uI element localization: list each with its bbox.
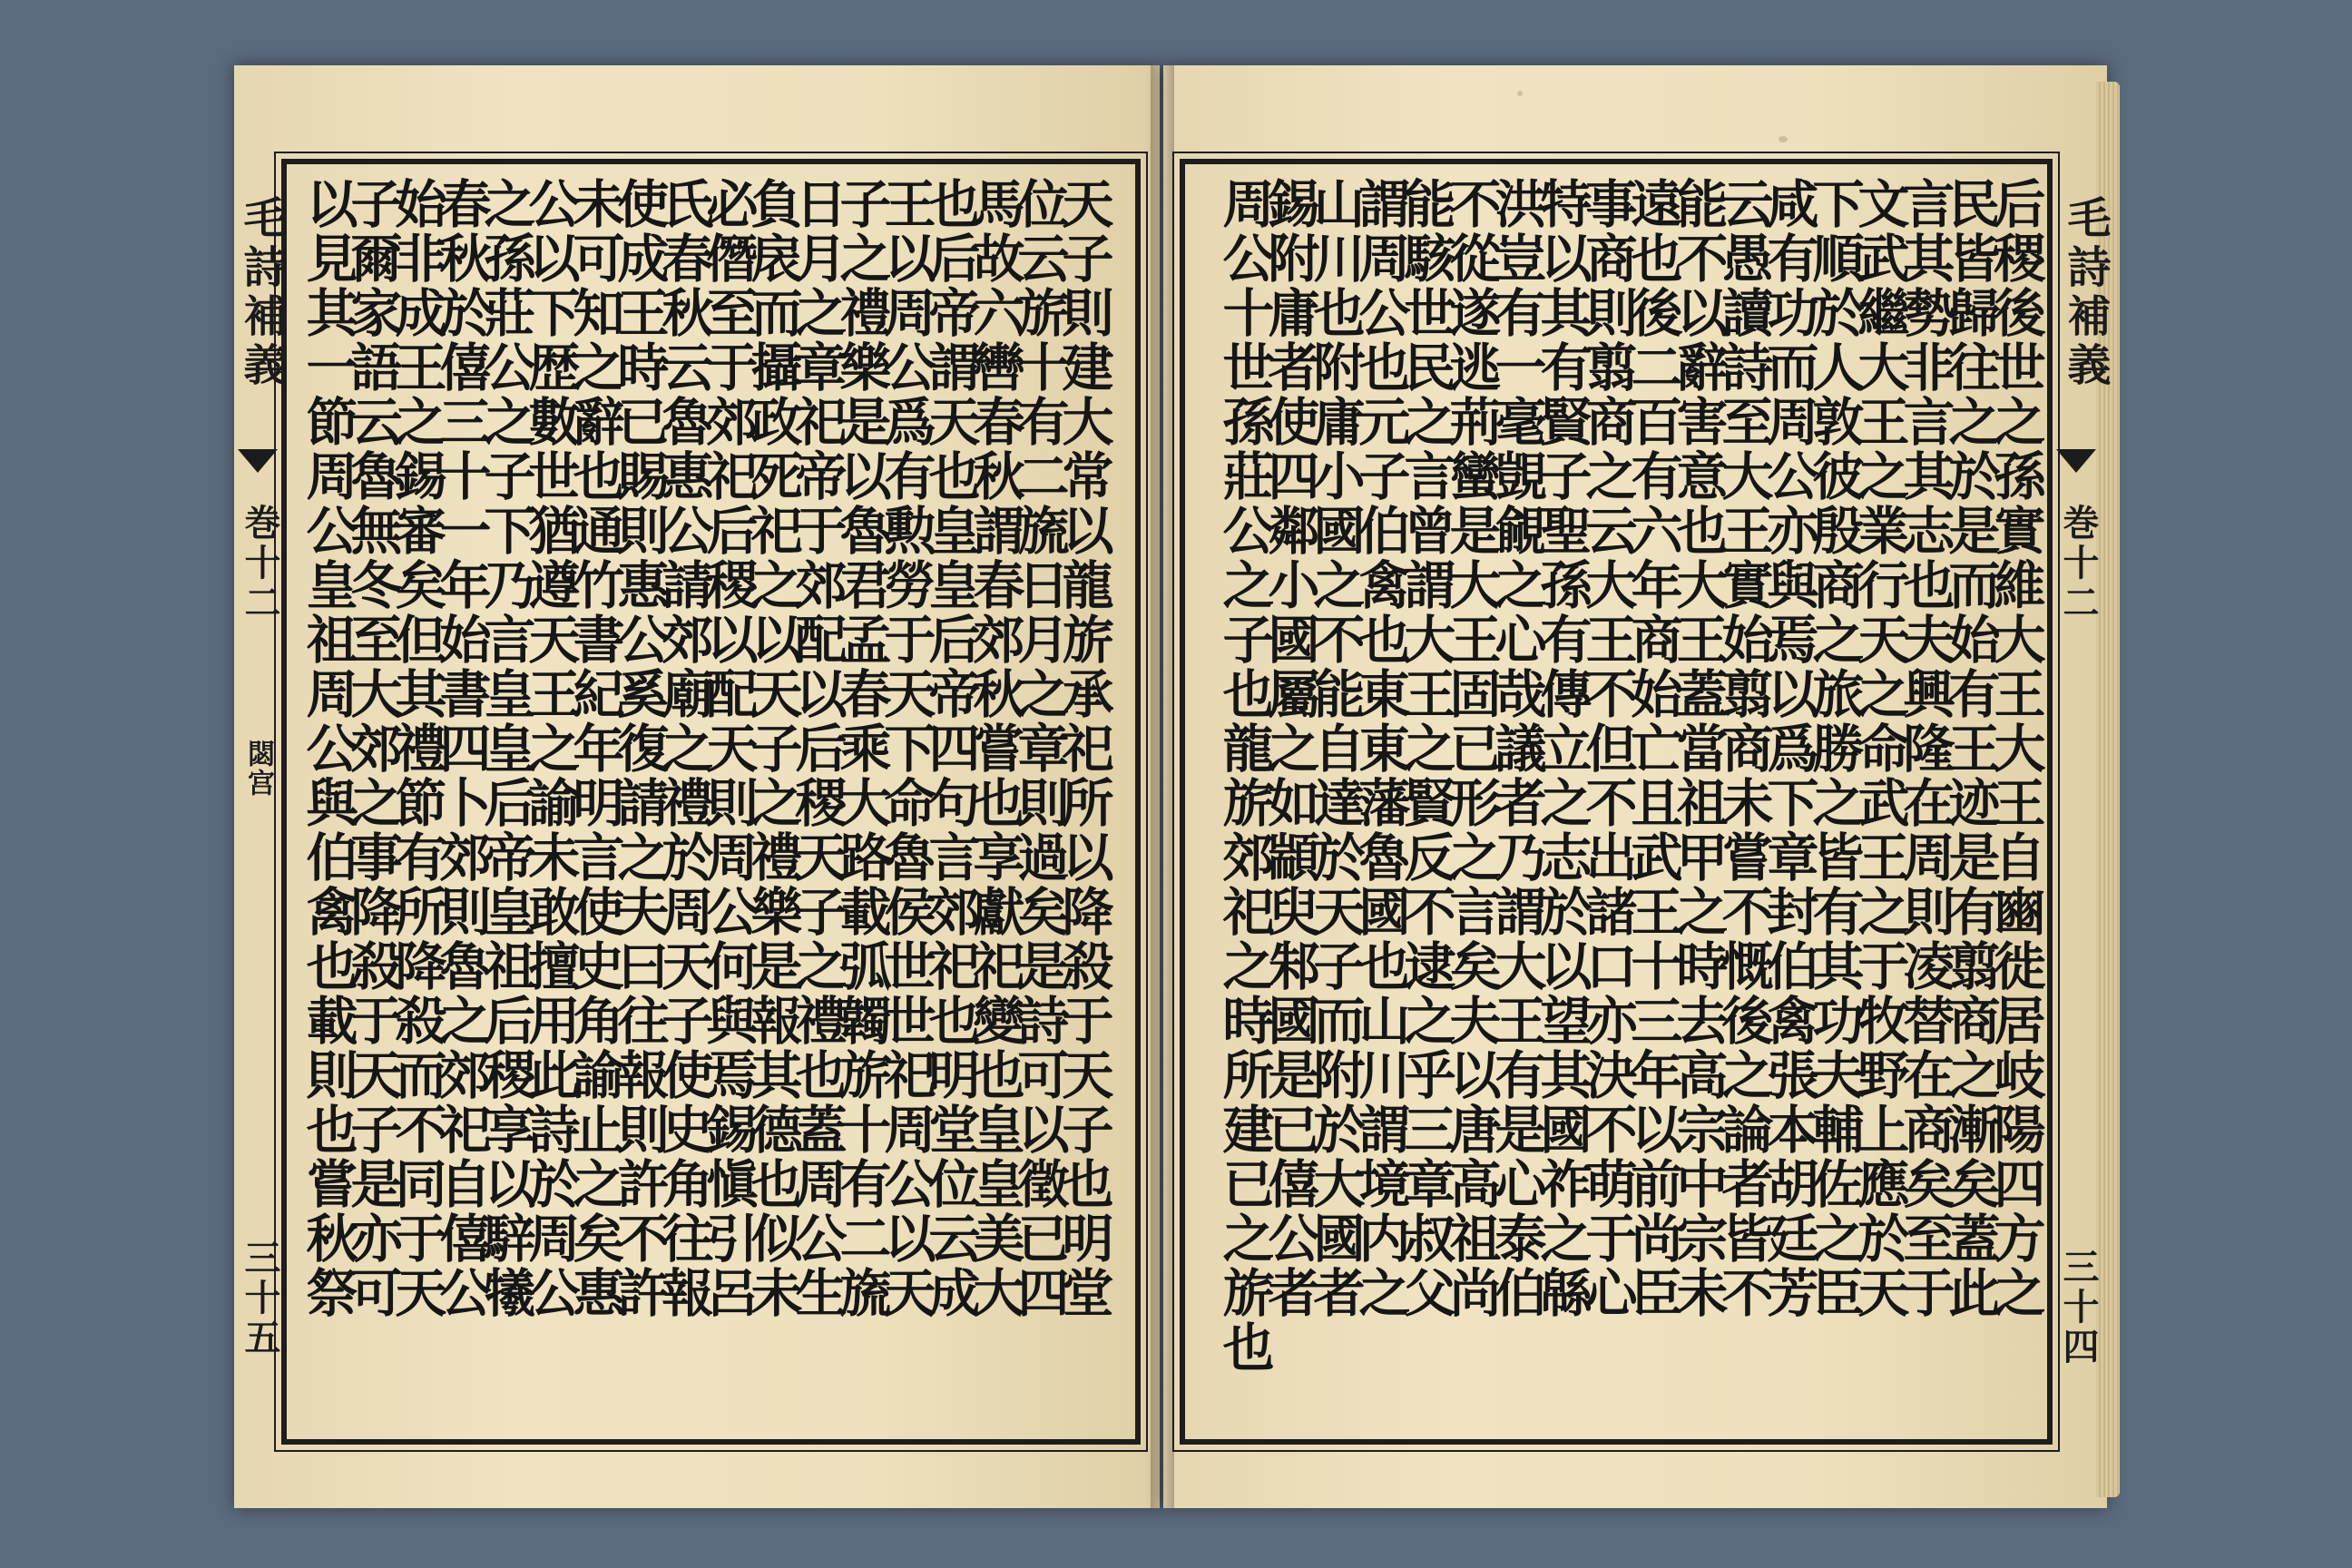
paper-spot (1779, 136, 1788, 142)
right-text-column: 民皆歸往之於是而始有王迹是有翦商之漸矣蓋此 (1940, 177, 2001, 1320)
fish-tail-mark (2056, 449, 2096, 473)
left-text-column: 馬故六轡春秋謂春郊秋嘗也享獻祀變也皇皇美大 (965, 177, 1025, 1320)
right-center-strip (2053, 177, 2111, 1425)
left-text-column: 始非成王之錫審矣但其禮節有所降殺而不同于天 (387, 177, 447, 1320)
fish-tail-mark (238, 449, 278, 473)
left-text-column: 公以下歴數世猶遵天王之諭未敢擅用此詩於周公 (520, 177, 581, 1320)
left-text-column: 使成王時已賜則惠公奚復請之夫曰往報則許不許 (609, 177, 670, 1320)
right-text-column: 洪豈有一毫覬覦之心哉議者乃謂大王有是心泰伯 (1486, 177, 1547, 1320)
left-text-column: 負扆而攝政死祀之以天子之禮樂是報其德也似未 (742, 177, 803, 1320)
right-text-column: 不從遂逃荊蠻是大王固已形之言矣夫以唐高祖尚 (1441, 177, 1502, 1320)
right-text-column: 能不以辭害意也大王蓋當祖甲之時去高宗中宗未 (1668, 177, 1729, 1320)
right-folio-number: 三十四 (2057, 1248, 2100, 1367)
left-text-column: 氏春秋云魯惠公請郊廟之禮於周天子使史角往報 (653, 177, 714, 1320)
right-text-column: 事商則翦商之云大王不但不出諸口亦決不萌于心 (1577, 177, 1638, 1320)
left-text-column: 子之禮樂是以魯君孟春乘大路載弧韣旂十有二旒 (831, 177, 892, 1320)
right-text-column: 咸有功而周公亦與焉以爲下章封伯禽張本胡廷芳 (1759, 177, 1819, 1320)
left-text-column: 也后帝謂天也皇皇后帝四句言郊祀也明堂位云成 (920, 177, 981, 1320)
left-text-column: 王以周公爲有勲勞于天下命魯侯世世祀周公以天 (876, 177, 936, 1320)
left-folio-number: 三十五 (239, 1239, 281, 1358)
right-text-column: 文武繼大王之業行天之命武王之于牧野上應於天 (1849, 177, 1910, 1320)
left-volume-label: 巻十二 (239, 504, 281, 623)
right-volume-label: 巻十二 (2057, 504, 2100, 623)
right-text-column: 周公十世孫莊公之子也龍旂郊祀之時所建已之旂也 (1214, 177, 1275, 1375)
right-text-column: 言其勢非言其志也夫興隆在周則凌替在商矣至于 (1895, 177, 1955, 1320)
right-text-column: 后稷後世之孫實維大王大王自豳徙居岐陽四方之 (1985, 177, 2046, 1320)
left-text-column: 春秋於僖三十一年始書四卜郊則魯之郊祀自僖公 (431, 177, 492, 1320)
right-text-column: 謂周公也元子伯禽也東東藩魯國也山川謂境内之 (1350, 177, 1411, 1320)
left-text-column: 之孫莊公之子下乃言皇皇后帝皇祖后稷享以騂犧 (475, 177, 536, 1320)
left-text-column: 子爾家語云魯無冬至大郊之事降殺于天子是亦可 (342, 177, 403, 1320)
left-book-title: 毛詩補義 (236, 195, 287, 391)
left-text-column: 未可知之辭也通竹書紀年明言使史角諭止之矣惠 (564, 177, 625, 1320)
right-text-column: 遠也後二百有六年商始亡且武王十三年以前尚臣 (1622, 177, 1683, 1320)
book-gutter (1151, 65, 1174, 1508)
right-text-column: 云愚讀詩至大王實始翦商未嘗不慨後之論者皆不 (1713, 177, 1774, 1320)
left-text-column: 日月之章祀帝于郊配以后稷天子之禮也蓋周公生 (787, 177, 848, 1320)
right-text-column: 山川也附庸小國之不能自達於天子而附於大國者 (1305, 177, 1366, 1320)
left-center-strip (229, 177, 287, 1425)
right-text-column: 特以其有賢子聖孫有傳立之志於以望其國祚之緜 (1532, 177, 1592, 1320)
right-text-column: 下順於人敦彼殷商之旅勝之皆有其功夫輔佐之臣 (1804, 177, 1865, 1320)
left-text-column: 位云旂十有二旒日月之章則過矣是詩可以徵已四 (1009, 177, 1070, 1320)
left-text-column: 必僭至于郊祀后稷以配天則周公何與焉錫愼引呂 (698, 177, 759, 1320)
paper-spot (1517, 91, 1523, 96)
right-book-title: 毛詩補義 (2060, 195, 2111, 391)
right-text-column: 錫附庸者使四鄰小國屬之如顓臾邾國是已僖公者 (1259, 177, 1320, 1320)
left-text-column: 以見其一節周公皇祖周公與伯禽也載則也嘗秋祭 (298, 177, 358, 1320)
right-text-column: 能駭世民之言曾謂大王之賢反不逮之乎三章叔父 (1396, 177, 1456, 1320)
left-chapter-label: 閟宫 (242, 740, 274, 798)
left-text-column: 天子則建大常以龍旂承祀所以降殺于天子也明堂 (1054, 177, 1114, 1320)
